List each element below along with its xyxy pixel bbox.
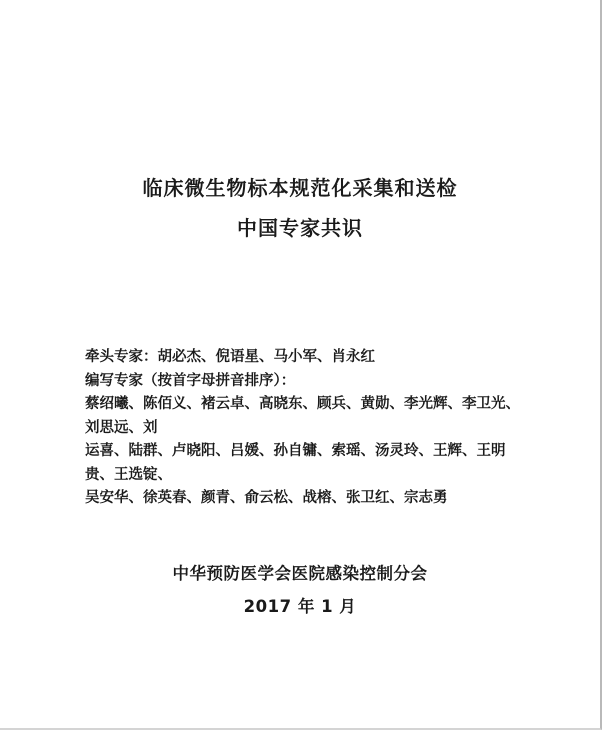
document-title bbox=[0, 168, 600, 248]
title-line-1: 临床微生物标本规范化采集和送检 bbox=[142, 176, 458, 200]
experts-block bbox=[85, 346, 529, 511]
author-names-line-2: 运喜、陆群、卢晓阳、吕媛、孙自镛、索瑶、汤灵玲、王辉、王明贵、王选锭、 bbox=[85, 443, 506, 483]
author-names-line-3: 吴安华、徐英春、颜青、俞云松、战榕、张卫红、宗志勇 bbox=[85, 490, 448, 506]
publication-date: 2017 年 1 月 bbox=[243, 597, 357, 616]
author-names-line-1: 蔡绍曦、陈佰义、褚云卓、高晓东、顾兵、黄勋、李光辉、李卫光、刘思远、刘 bbox=[85, 396, 520, 436]
authors-label: 编写专家（按首字母拼音排序）： bbox=[85, 372, 296, 389]
publishing-organization: 中华预防医学会医院感染控制分会 bbox=[172, 564, 428, 583]
lead-experts-line: 牵头专家：胡必杰、倪语星、马小军、肖永红 bbox=[85, 349, 375, 365]
title-line-2: 中国专家共识 bbox=[237, 216, 363, 240]
